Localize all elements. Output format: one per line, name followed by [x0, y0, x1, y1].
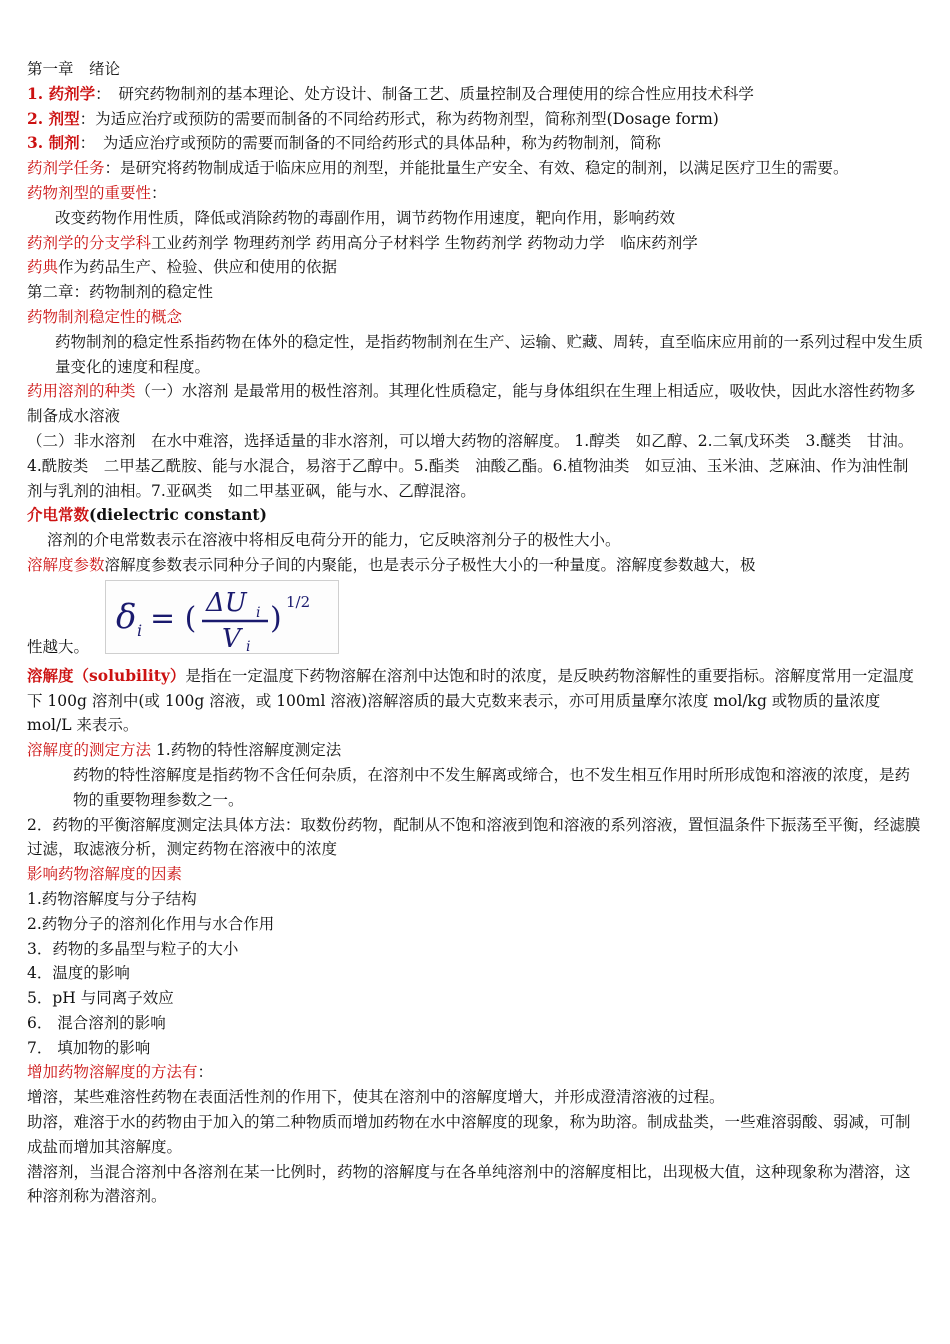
- term-label: 药物剂型的重要性: [27, 183, 152, 202]
- formula-sub-i: i: [137, 620, 143, 640]
- document-page: [27, 57, 923, 1209]
- term-label: 药剂学的分支学科: [27, 233, 152, 252]
- factor-item: 7． 填加物的影响: [27, 1038, 151, 1057]
- term-text: 1.药物的特性溶解度测定法: [151, 741, 342, 760]
- term-text: ：为适应治疗或预防的需要而制备的不同给药形式，称为药物剂型，简称剂型(Dosage form): [79, 109, 719, 128]
- solubility-measurement-heading: [27, 738, 923, 763]
- colon: ：: [197, 1063, 214, 1082]
- def-preparation: [27, 131, 923, 156]
- formula-den-sub: i: [246, 638, 251, 653]
- formula-exponent: 1/2: [286, 592, 311, 611]
- factor-item: 1.药物溶解度与分子结构: [27, 889, 197, 908]
- factor-item: 5．pH 与同离子效应: [27, 989, 174, 1008]
- formula-num-sub: i: [256, 604, 261, 621]
- dielectric-constant-heading: [27, 503, 923, 528]
- term-text: ： 研究药物制剂的基本理论、处方设计、制备工艺、质量控制及合理使用的综合性应用技术科学: [95, 84, 754, 103]
- term-text: （一）水溶剂 是最常用的极性溶剂。其理化性质稳定，能与身体组织在生理上相适应，吸收快，因此水溶性药物多制备成水溶液: [27, 382, 916, 426]
- equilibrium-solubility-text: 2．药物的平衡溶解度测定法具体方法：取数份药物，配制从不饱和溶液到饱和溶液的系列溶液，置恒温条件下振荡至平衡，经滤膜过滤，取滤液分析，测定药物在溶液中的浓度: [27, 815, 921, 859]
- term-label: 溶解度（solubility）: [27, 665, 186, 685]
- formula-close-paren: ): [270, 600, 282, 636]
- term-text: 作为药品生产、检验、供应和使用的依据: [58, 258, 338, 277]
- term-label: 增加药物溶解度的方法有: [27, 1063, 198, 1082]
- solubilization-text: 增溶，某些难溶性药物在表面活性剂的作用下，使其在溶剂中的溶解度增大，并形成澄清溶液的过程。: [27, 1088, 725, 1107]
- solubility-definition: [27, 664, 923, 738]
- def-dosage-form: [27, 107, 923, 132]
- dosage-form-importance-text: 改变药物作用性质，降低或消除药物的毒副作用，调节药物作用速度，靶向作用，影响药效: [55, 208, 676, 227]
- stability-concept-heading: 药物制剂稳定性的概念: [27, 307, 183, 326]
- term-label: 1. 药剂学: [27, 83, 96, 103]
- term-label: 药典: [27, 258, 59, 277]
- term-text: 是指在一定温度下药物溶解在溶剂中达饱和时的浓度，是反映药物溶解性的重要指标。溶解度常用一定温度下 100g 溶剂中(或 100g 溶液，或 100ml 溶液)溶解溶质的最大克数来表示，亦可用质量摩尔浓度 mol/kg 或物质的量浓度 mol/L 来表示。: [27, 666, 914, 735]
- solubility-parameter: [27, 553, 923, 578]
- solubility-parameter-tail: 性越大。: [27, 637, 90, 656]
- term-text: 溶解度参数表示同种分子间的内聚能，也是表示分子极性大小的一种量度。溶解度参数越大，极: [104, 555, 756, 574]
- increase-solubility-heading: [27, 1060, 923, 1085]
- solvent-types: [27, 379, 923, 429]
- term-label: 3. 制剂: [27, 133, 80, 153]
- term-label: 溶解度参数: [27, 555, 105, 574]
- dosage-form-importance-heading: [27, 181, 923, 206]
- term-text: 工业药剂学 物理药剂学 药用高分子材料学 生物药剂学 药物动力学 临床药剂学: [151, 233, 698, 252]
- cosolvent-text: 潜溶剂，当混合溶剂中各溶剂在某一比例时，药物的溶解度与在各单纯溶剂中的溶解度相比，出现极大值，这种现象称为潜溶，这种溶剂称为潜溶剂。: [27, 1162, 911, 1206]
- stability-concept-text: 药物制剂的稳定性系指药物在体外的稳定性，是指药物制剂在生产、运输、贮藏、周转，直至临床应用前的一系列过程中发生质量变化的速度和程度。: [55, 332, 924, 376]
- colon: ：: [151, 183, 167, 202]
- term-english: (dielectric constant): [89, 505, 267, 525]
- formula-row: [27, 580, 923, 664]
- term-text: ： 为适应治疗或预防的需要而制备的不同给药形式的具体品种，称为药物制剂，简称: [79, 134, 661, 153]
- term-label: 介电常数: [27, 505, 90, 525]
- formula-denominator: V: [222, 623, 241, 653]
- non-aqueous-solvents: （二）非水溶剂 在水中难溶，选择适量的非水溶剂，可以增大药物的溶解度。 1.醇类 如乙醇、2.二氧戊环类 3.醚类 甘油。4.酰胺类 二甲基乙酰胺、能与水混合，易溶于乙醇中。5.酯类 油酸乙酯。6.植物油类 如豆油、玉米油、芝麻油、作为油性制剂与乳剂的油相。7.亚砜类 如二甲基亚砜，能与水、乙醇混溶。: [27, 431, 914, 500]
- term-label: 2. 剂型: [27, 108, 80, 128]
- factor-item: 4．温度的影响: [27, 964, 130, 983]
- pharmacopoeia: [27, 255, 923, 280]
- chapter-2-title: 第二章：药物制剂的稳定性: [27, 283, 214, 302]
- formula-equals: = (: [150, 600, 197, 636]
- solubility-factors-heading: 影响药物溶解度的因素: [27, 865, 183, 884]
- formula-delta: δ: [116, 596, 137, 637]
- chapter-1-title: 第一章 绪论: [27, 60, 121, 78]
- term-label: 药用溶剂的种类: [27, 382, 136, 401]
- pharmaceutics-task: [27, 156, 923, 181]
- formula-numerator: ΔU: [206, 587, 247, 618]
- term-label: 药剂学任务: [27, 159, 105, 178]
- branch-disciplines: [27, 231, 923, 256]
- def-pharmaceutics: [27, 82, 923, 107]
- factor-item: 6． 混合溶剂的影响: [27, 1013, 166, 1032]
- term-label: 溶解度的测定方法: [27, 741, 152, 760]
- formula-graphic: [106, 581, 338, 653]
- hydrotropy-text: 助溶，难溶于水的药物由于加入的第二种物质而增加药物在水中溶解度的现象，称为助溶。制成盐类，一些难溶弱酸、弱减，可制成盐而增加其溶解度。: [27, 1113, 911, 1156]
- factor-item: 3．药物的多晶型与粒子的大小: [27, 939, 239, 958]
- intrinsic-solubility-text: 药物的特性溶解度是指药物不含任何杂质，在溶剂中不发生解离或缔合，也不发生相互作用时所形成饱和溶液的浓度，是药物的重要物理参数之一。: [73, 765, 911, 809]
- solubility-parameter-formula: [105, 580, 339, 654]
- factor-item: 2.药物分子的溶剂化作用与水合作用: [27, 914, 275, 933]
- dielectric-constant-text: 溶剂的介电常数表示在溶液中将相反电荷分开的能力，它反映溶剂分子的极性大小。: [47, 531, 621, 550]
- term-text: ：是研究将药物制成适于临床应用的剂型，并能批量生产安全、有效、稳定的制剂，以满足医疗卫生的需要。: [104, 159, 849, 178]
